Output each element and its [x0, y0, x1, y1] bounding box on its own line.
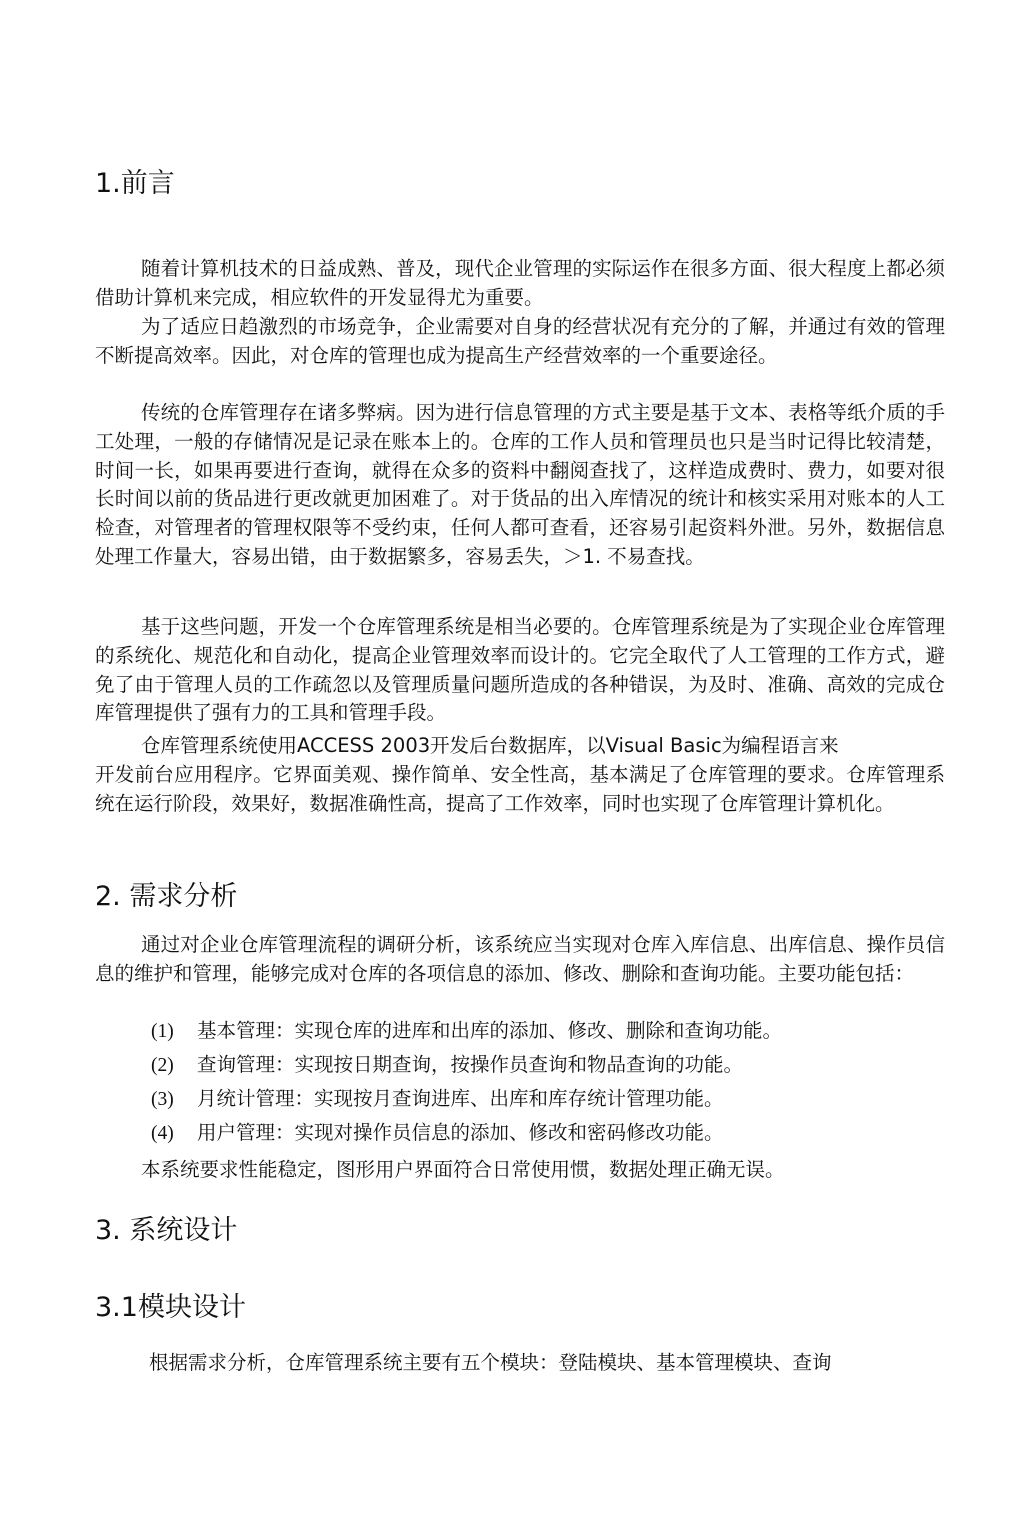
list-item-number: (1) [151, 1021, 174, 1042]
section-heading-requirements: 2. 需求分析 [95, 881, 238, 912]
paragraph-3: 传统的仓库管理存在诸多弊病。因为进行信息管理的方式主要是基于文本、表格等纸介质的手工处理，一般的存储情况是记录在账本上的。仓库的工作人员和管理员也只是当时记得比较清楚，时间一长，如果再要进行查询，就得在众多的资料中翻阅查找了，这样造成费时、费力，如要对很长时间以前的货品进行更改就更加困难了。对于货品的出入库情况的统计和核实采用对账本的人工检查，对管理者的管理权限等不受约束，任何人都可查看，还容易引起资料外泄。另外，数据信息处理工作量大，容易出错，由于数据繁多，容易丢失，＞1. 不易查找。 [95, 401, 945, 568]
list-item-number: (3) [151, 1089, 174, 1110]
paragraph-4: 基于这些问题，开发一个仓库管理系统是相当必要的。仓库管理系统是为了实现企业仓库管理的系统化、规范化和自动化，提高企业管理效率而设计的。它完全取代了人工管理的工作方式，避免了由于管理人员的工作疏忽以及管理质量问题所造成的各种错误，为及时、准确、高效的完成仓库管理提供了强有力的工具和管理手段。 [95, 615, 945, 725]
requirements-closing: 本系统要求性能稳定，图形用户界面符合日常使用惯，数据处理正确无误。 [141, 1158, 785, 1181]
list-item [151, 1049, 743, 1082]
list-item-text: 基本管理：实现仓库的进库和出库的添加、修改、删除和查询功能。 [197, 1019, 783, 1042]
section-heading-preface: 1.前言 [95, 168, 175, 199]
paragraph-5-first-line: 仓库管理系统使用ACCESS 2003开发后台数据库，以Visual Basic为编程语言来 [141, 734, 839, 757]
list-item-number: (2) [151, 1055, 174, 1076]
module-design-text: 根据需求分析，仓库管理系统主要有五个模块：登陆模块、基本管理模块、查询 [149, 1351, 832, 1374]
paragraph-1: 随着计算机技术的日益成熟、普及，现代企业管理的实际运作在很多方面、很大程度上都必须借助计算机来完成，相应软件的开发显得尤为重要。 [95, 257, 945, 309]
paragraph-2: 为了适应日趋激烈的市场竞争，企业需要对自身的经营状况有充分的了解，并通过有效的管理不断提高效率。因此，对仓库的管理也成为提高生产经营效率的一个重要途径。 [95, 315, 945, 367]
section-heading-system-design: 3. 系统设计 [95, 1215, 238, 1246]
paragraph-5-body: 开发前台应用程序。它界面美观、操作简单、安全性高，基本满足了仓库管理的要求。仓库管理系统在运行阶段，效果好，数据准确性高，提高了工作效率，同时也实现了仓库管理计算机化。 [95, 763, 945, 815]
list-item [151, 1083, 724, 1116]
list-item [151, 1015, 782, 1048]
list-item-number: (4) [151, 1123, 174, 1144]
list-item [151, 1117, 724, 1150]
list-item-text: 用户管理：实现对操作员信息的添加、修改和密码修改功能。 [197, 1121, 724, 1144]
subsection-heading-module-design: 3.1模块设计 [95, 1292, 246, 1323]
list-item-text: 查询管理：实现按日期查询，按操作员查询和物品查询的功能。 [197, 1053, 744, 1076]
list-item-text: 月统计管理：实现按月查询进库、出库和库存统计管理功能。 [197, 1087, 724, 1110]
requirements-intro: 通过对企业仓库管理流程的调研分析，该系统应当实现对仓库入库信息、出库信息、操作员信息的维护和管理，能够完成对仓库的各项信息的添加、修改、删除和查询功能。主要功能包括： [95, 933, 945, 985]
